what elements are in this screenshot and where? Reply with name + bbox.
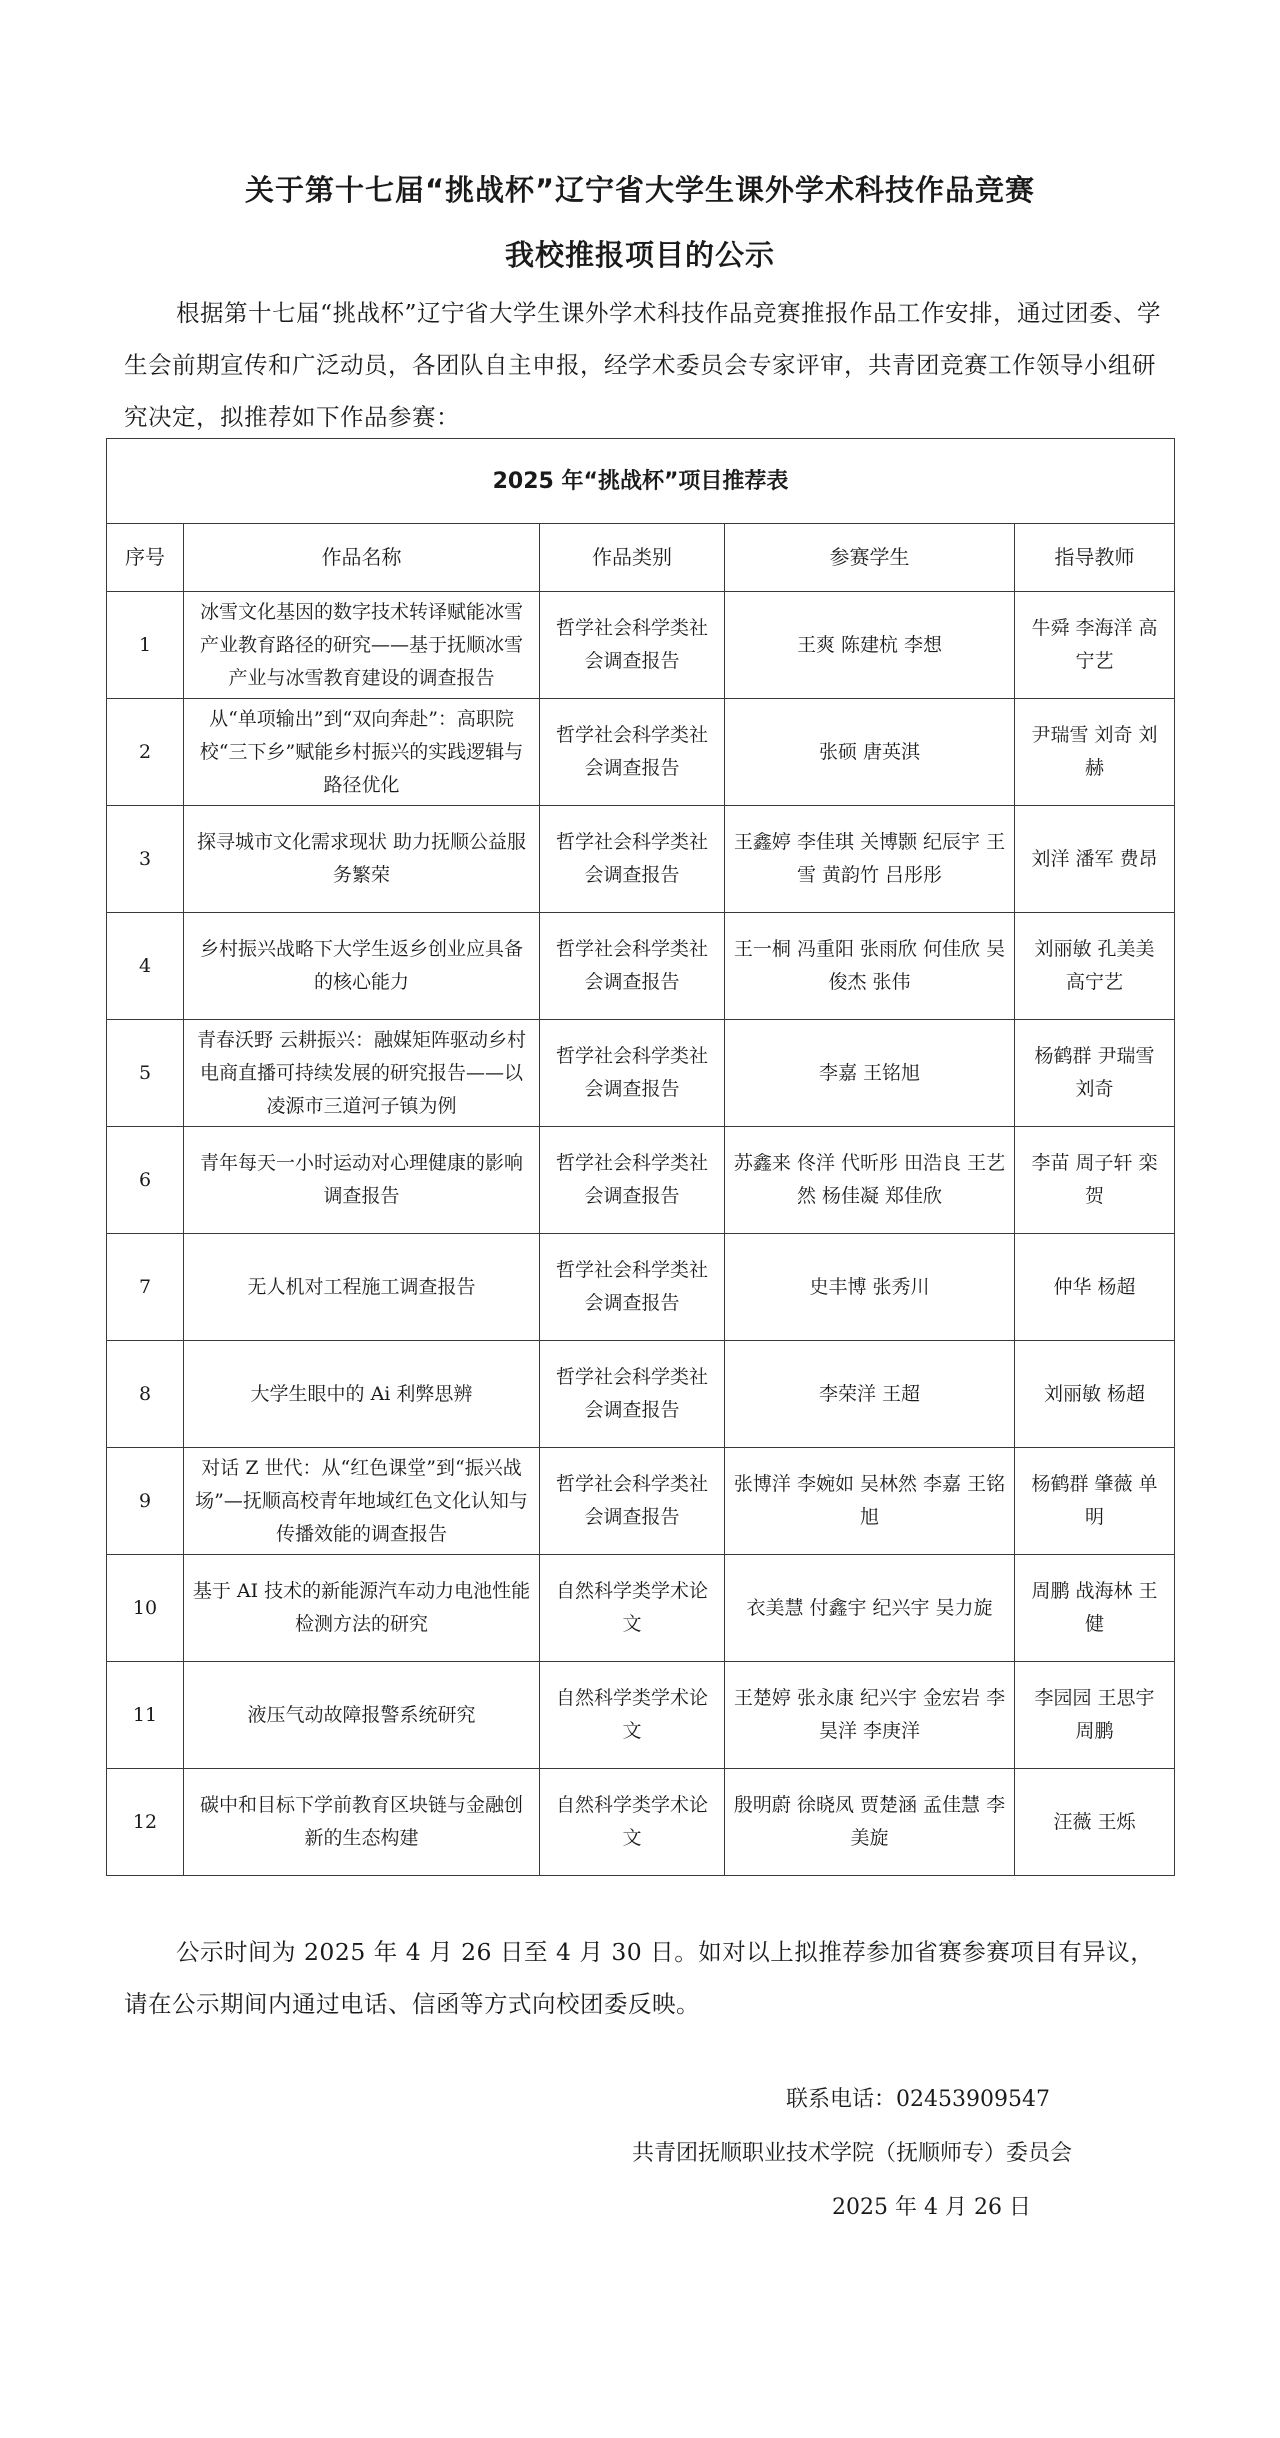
- table-row: [107, 806, 1175, 913]
- cell-name: 青年每天一小时运动对心理健康的影响调查报告: [184, 1127, 540, 1234]
- cell-teachers: 刘丽敏 孔美美 高宁艺: [1015, 913, 1175, 1020]
- cell-teachers: 仲华 杨超: [1015, 1234, 1175, 1341]
- table-caption-row: [107, 439, 1175, 524]
- cell-name: 对话 Z 世代：从“红色课堂”到“振兴战场”—抚顺高校青年地域红色文化认知与传播效能的调查报告: [184, 1448, 540, 1555]
- cell-name: 液压气动故障报警系统研究: [184, 1662, 540, 1769]
- intro-paragraph: 根据第十七届“挑战杯”辽宁省大学生课外学术科技作品竞赛推报作品工作安排，通过团委、学生会前期宣传和广泛动员，各团队自主申报，经学术委员会专家评审，共青团竞赛工作领导小组研究决定，拟推荐如下作品参赛：: [124, 299, 1162, 431]
- page-title: 关于第十七届“挑战杯”辽宁省大学生课外学术科技作品竞赛: [244, 173, 1036, 207]
- cell-teachers: 李苗 周子轩 栾贺: [1015, 1127, 1175, 1234]
- cell-category: 自然科学类学术论文: [540, 1662, 725, 1769]
- cell-teachers: 牛舜 李海洋 高宁艺: [1015, 592, 1175, 699]
- cell-category: 哲学社会科学类社会调查报告: [540, 699, 725, 806]
- table-row: [107, 699, 1175, 806]
- cell-students: 李嘉 王铭旭: [725, 1020, 1015, 1127]
- table-row: [107, 1020, 1175, 1127]
- header-teachers: 指导教师: [1015, 524, 1175, 592]
- cell-name: 无人机对工程施工调查报告: [184, 1234, 540, 1341]
- cell-students: 衣美慧 付鑫宇 纪兴宇 吴力旋: [725, 1555, 1015, 1662]
- cell-category: 哲学社会科学类社会调查报告: [540, 913, 725, 1020]
- cell-category: 哲学社会科学类社会调查报告: [540, 806, 725, 913]
- table-row: [107, 1341, 1175, 1448]
- cell-name: 探寻城市文化需求现状 助力抚顺公益服务繁荣: [184, 806, 540, 913]
- cell-category: 自然科学类学术论文: [540, 1769, 725, 1876]
- cell-seq: 10: [107, 1555, 184, 1662]
- header-students: 参赛学生: [725, 524, 1015, 592]
- issue-date: 2025 年 4 月 26 日: [832, 2195, 1031, 2220]
- cell-teachers: 尹瑞雪 刘奇 刘赫: [1015, 699, 1175, 806]
- contact-phone: 联系电话：02453909547: [786, 2087, 1050, 2112]
- header-category: 作品类别: [540, 524, 725, 592]
- cell-students: 殷明蔚 徐晓凤 贾楚涵 孟佳慧 李美旋: [725, 1769, 1015, 1876]
- table-row: [107, 1448, 1175, 1555]
- cell-seq: 3: [107, 806, 184, 913]
- cell-teachers: 刘洋 潘军 费昂: [1015, 806, 1175, 913]
- cell-category: 哲学社会科学类社会调查报告: [540, 1341, 725, 1448]
- cell-name: 碳中和目标下学前教育区块链与金融创新的生态构建: [184, 1769, 540, 1876]
- cell-teachers: 周鹏 战海林 王健: [1015, 1555, 1175, 1662]
- cell-name: 青春沃野 云耕振兴：融媒矩阵驱动乡村电商直播可持续发展的研究报告——以凌源市三道河子镇为例: [184, 1020, 540, 1127]
- cell-students: 史丰博 张秀川: [725, 1234, 1015, 1341]
- cell-students: 王爽 陈建杭 李想: [725, 592, 1015, 699]
- cell-seq: 4: [107, 913, 184, 1020]
- cell-teachers: 杨鹤群 肇薇 单明: [1015, 1448, 1175, 1555]
- cell-category: 哲学社会科学类社会调查报告: [540, 592, 725, 699]
- cell-teachers: 刘丽敏 杨超: [1015, 1341, 1175, 1448]
- table-header-row: [107, 524, 1175, 592]
- cell-seq: 8: [107, 1341, 184, 1448]
- issuing-organization: 共青团抚顺职业技术学院（抚顺师专）委员会: [632, 2141, 1073, 2166]
- table-row: [107, 1769, 1175, 1876]
- cell-category: 哲学社会科学类社会调查报告: [540, 1234, 725, 1341]
- cell-seq: 12: [107, 1769, 184, 1876]
- cell-seq: 5: [107, 1020, 184, 1127]
- cell-students: 王楚婷 张永康 纪兴宇 金宏岩 李昊洋 李庚洋: [725, 1662, 1015, 1769]
- cell-students: 王一桐 冯重阳 张雨欣 何佳欣 吴俊杰 张伟: [725, 913, 1015, 1020]
- cell-students: 张硕 唐英淇: [725, 699, 1015, 806]
- closing-paragraph: 公示时间为 2025 年 4 月 26 日至 4 月 30 日。如对以上拟推荐参加省赛参赛项目有异议，请在公示期间内通过电话、信函等方式向校团委反映。: [124, 1938, 1155, 2018]
- table-caption: 2025 年“挑战杯”项目推荐表: [107, 439, 1175, 524]
- cell-seq: 2: [107, 699, 184, 806]
- cell-category: 哲学社会科学类社会调查报告: [540, 1127, 725, 1234]
- table-row: [107, 1555, 1175, 1662]
- cell-name: 冰雪文化基因的数字技术转译赋能冰雪产业教育路径的研究——基于抚顺冰雪产业与冰雪教育建设的调查报告: [184, 592, 540, 699]
- cell-seq: 7: [107, 1234, 184, 1341]
- table-row: [107, 1234, 1175, 1341]
- table-row: [107, 1662, 1175, 1769]
- cell-students: 王鑫婷 李佳琪 关博颢 纪辰宇 王雪 黄韵竹 吕彤彤: [725, 806, 1015, 913]
- cell-teachers: 李园园 王思宇 周鹏: [1015, 1662, 1175, 1769]
- table-row: [107, 1127, 1175, 1234]
- cell-category: 哲学社会科学类社会调查报告: [540, 1448, 725, 1555]
- cell-seq: 9: [107, 1448, 184, 1555]
- header-seq: 序号: [107, 524, 184, 592]
- cell-category: 哲学社会科学类社会调查报告: [540, 1020, 725, 1127]
- cell-students: 李荣洋 王超: [725, 1341, 1015, 1448]
- cell-students: 苏鑫来 佟洋 代昕彤 田浩良 王艺然 杨佳凝 郑佳欣: [725, 1127, 1015, 1234]
- cell-name: 大学生眼中的 Ai 利弊思辨: [184, 1341, 540, 1448]
- cell-name: 从“单项输出”到“双向奔赴”：高职院校“三下乡”赋能乡村振兴的实践逻辑与路径优化: [184, 699, 540, 806]
- table-row: [107, 913, 1175, 1020]
- page-subtitle: 我校推报项目的公示: [504, 238, 775, 272]
- table-row: [107, 592, 1175, 699]
- recommendation-table: [106, 438, 1175, 1876]
- cell-seq: 11: [107, 1662, 184, 1769]
- cell-category: 自然科学类学术论文: [540, 1555, 725, 1662]
- cell-teachers: 杨鹤群 尹瑞雪 刘奇: [1015, 1020, 1175, 1127]
- cell-name: 基于 AI 技术的新能源汽车动力电池性能检测方法的研究: [184, 1555, 540, 1662]
- cell-name: 乡村振兴战略下大学生返乡创业应具备的核心能力: [184, 913, 540, 1020]
- cell-students: 张博洋 李婉如 吴林然 李嘉 王铭旭: [725, 1448, 1015, 1555]
- header-name: 作品名称: [184, 524, 540, 592]
- cell-seq: 6: [107, 1127, 184, 1234]
- cell-teachers: 汪薇 王烁: [1015, 1769, 1175, 1876]
- cell-seq: 1: [107, 592, 184, 699]
